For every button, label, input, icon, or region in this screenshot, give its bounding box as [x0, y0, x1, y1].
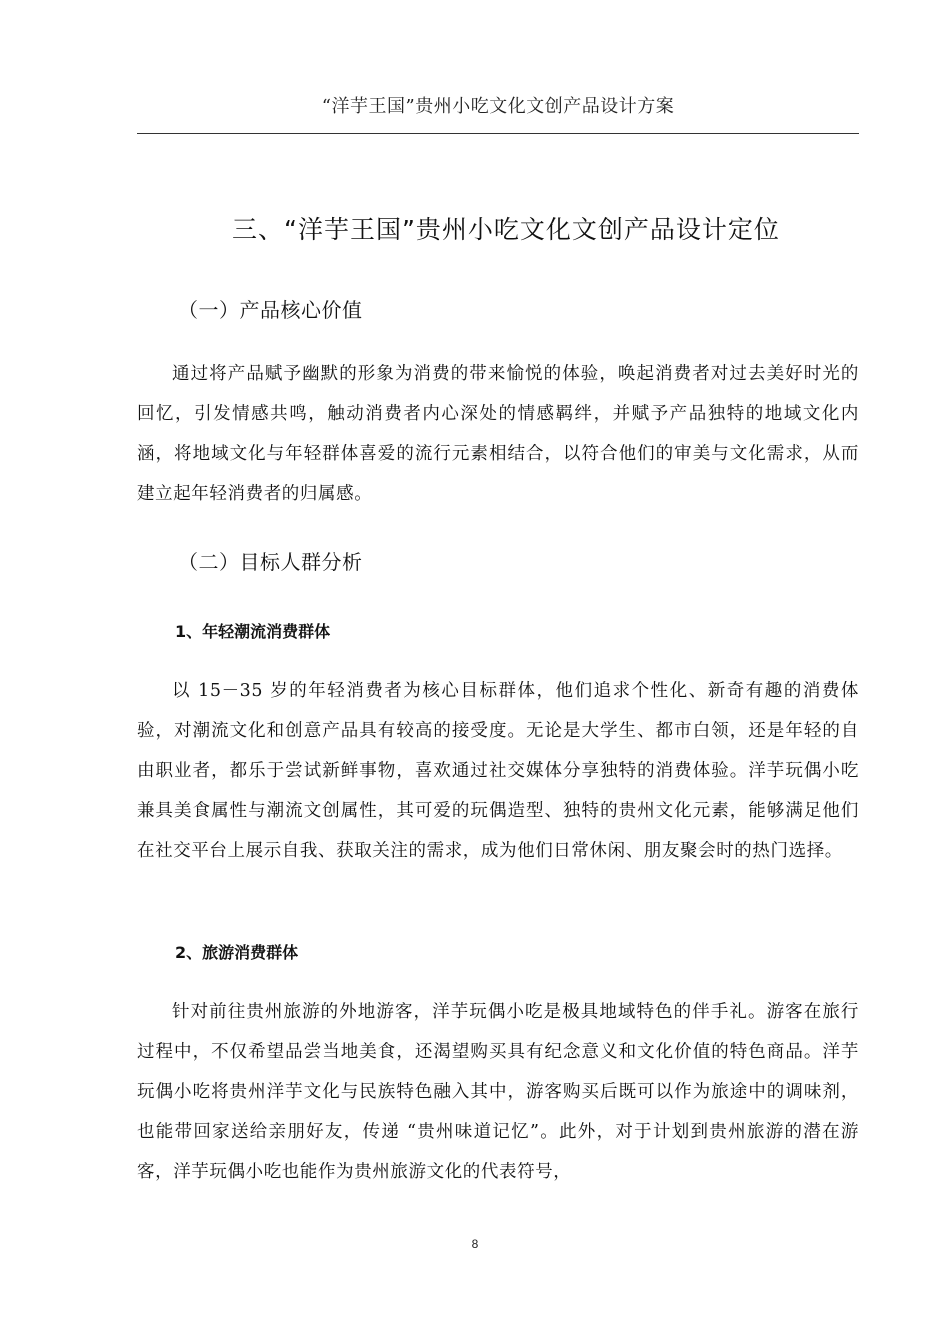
page-number: 8 [471, 1237, 479, 1251]
header-divider [137, 133, 859, 134]
section-title: 三、“洋芋王国”贵州小吃文化文创产品设计定位 [232, 215, 780, 244]
paragraph-young-trend-consumers: 以 15－35 岁的年轻消费者为核心目标群体，他们追求个性化、新奇有趣的消费体验，对潮流文化和创意产品具有较高的接受度。无论是大学生、都市白领，还是年轻的自由职业者，都乐于尝试新鲜事物，喜欢通过社交媒体分享独特的消费体验。洋芋玩偶小吃兼具美食属性与潮流文创属性，其可爱的玩偶造型、独特的贵州文化元素，能够满足他们在社交平台上展示自我、获取关注的需求，成为他们日常休闲、朋友聚会时的热门选择。 [137, 681, 859, 861]
subheading-target-audience: （二）目标人群分析 [178, 550, 363, 574]
subsubheading-tourist-consumers: 2、旅游消费群体 [175, 943, 299, 962]
running-header: “洋芋王国”贵州小吃文化文创产品设计方案 [321, 96, 675, 117]
paragraph-tourist-consumers: 针对前往贵州旅游的外地游客，洋芋玩偶小吃是极具地域特色的伴手礼。游客在旅行过程中，不仅希望品尝当地美食，还渴望购买具有纪念意义和文化价值的特色商品。洋芋玩偶小吃将贵州洋芋文化与民族特色融入其中，游客购买后既可以作为旅途中的调味剂，也能带回家送给亲朋好友，传递 “贵州味道记忆”。此外，对于计划到贵州旅游的潜在游客，洋芋玩偶小吃也能作为贵州旅游文化的代表符号， [137, 1002, 859, 1182]
paragraph-core-value: 通过将产品赋予幽默的形象为消费的带来愉悦的体验，唤起消费者对过去美好时光的回忆，引发情感共鸣，触动消费者内心深处的情感羁绊，并赋予产品独特的地域文化内涵，将地域文化与年轻群体喜爱的流行元素相结合，以符合他们的审美与文化需求，从而建立起年轻消费者的归属感。 [137, 364, 859, 504]
subsubheading-young-trend-consumers: 1、年轻潮流消费群体 [175, 622, 331, 641]
subheading-core-value: （一）产品核心价值 [178, 298, 363, 322]
